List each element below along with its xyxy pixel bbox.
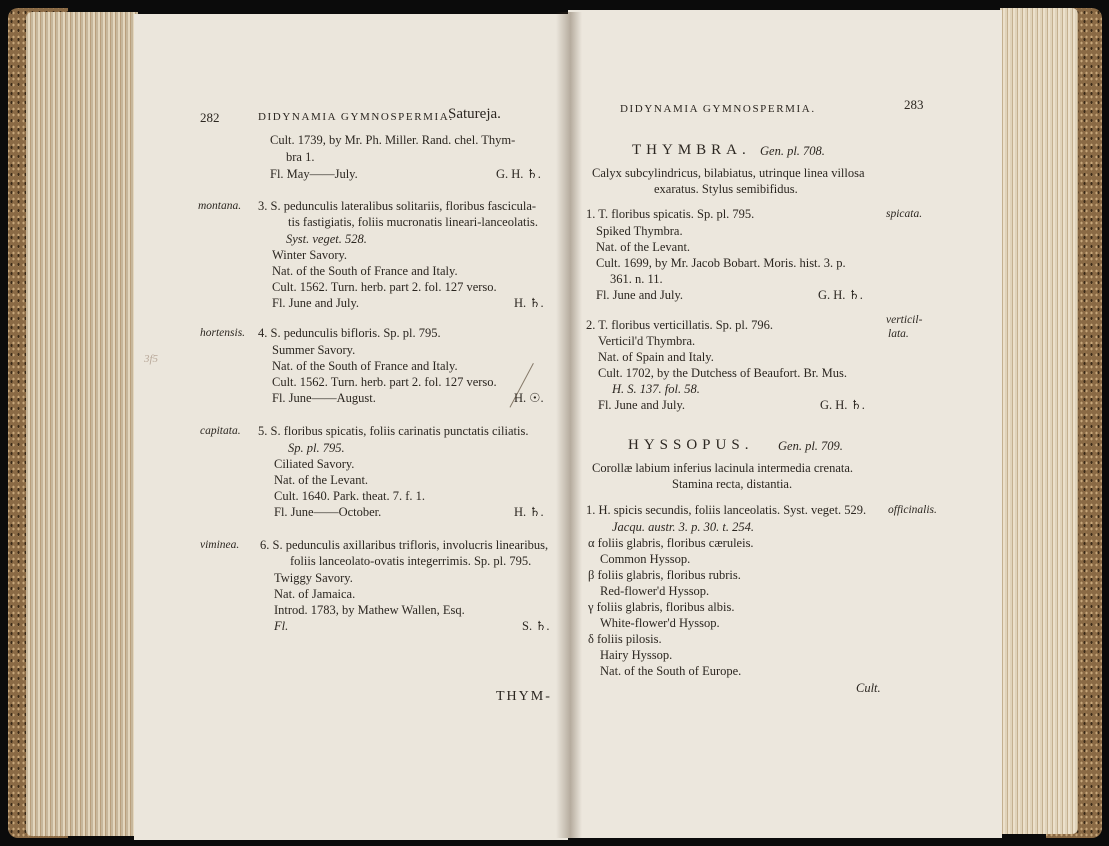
entry-line: Introd. 1783, by Mathew Wallen, Esq. — [274, 603, 465, 617]
habitat-mark: G. H. ♄. — [496, 167, 541, 181]
right-page-edges — [1000, 8, 1078, 834]
genus-reference: Gen. pl. 708. — [760, 144, 825, 158]
entry-line: Cult. 1739, by Mr. Ph. Miller. Rand. chel. Thym- — [270, 133, 516, 147]
habitat-mark: S. ♄. — [522, 619, 550, 633]
genus-reference: Gen. pl. 709. — [778, 439, 843, 453]
left-running-genus: Satureja. — [448, 106, 501, 122]
habitat-mark: G. H. ♄. — [820, 398, 865, 412]
genus-description: Stamina recta, distantia. — [672, 477, 793, 491]
entry-line: Fl. June——October. — [274, 505, 382, 519]
margin-species-name: hortensis. — [200, 327, 246, 339]
margin-species-name: lata. — [888, 328, 909, 340]
entry-line: Cult. 1699, by Mr. Jacob Bobart. Moris. hist. 3. p. — [596, 256, 846, 270]
left-page-edges — [26, 12, 138, 836]
right-running-head: DIDYNAMIA GYMNOSPERMIA. — [620, 103, 816, 115]
entry-line: H. S. 137. fol. 58. — [612, 382, 700, 396]
catchword: THYM- — [496, 689, 552, 704]
entry-line: foliis lanceolato-ovatis integerrimis. Sp. pl. 795. — [290, 554, 532, 568]
entry-line: 1. T. floribus spicatis. Sp. pl. 795. — [586, 207, 755, 221]
entry-line: 4. S. pedunculis bifloris. Sp. pl. 795. — [258, 326, 441, 340]
entry-line: Nat. of Spain and Italy. — [598, 350, 714, 364]
habitat-mark: H. ♄. — [514, 505, 544, 519]
entry-line: Fl. June and July. — [598, 398, 686, 412]
genus-heading: THYMBRA. — [632, 142, 751, 158]
entry-line: White-flower'd Hyssop. — [600, 616, 720, 630]
catchword: Cult. — [856, 681, 881, 695]
margin-species-name: verticil- — [886, 314, 923, 326]
entry-line: Nat. of the South of Europe. — [600, 664, 742, 678]
entry-line: Ciliated Savory. — [274, 457, 355, 471]
margin-species-name: viminea. — [200, 539, 240, 551]
margin-species-name: spicata. — [886, 208, 923, 220]
entry-line: tis fastigiatis, foliis mucronatis lineari-lanceolatis. — [288, 215, 538, 229]
entry-line: Cult. 1562. Turn. herb. part 2. fol. 127 verso. — [272, 280, 497, 294]
entry-line: α foliis glabris, floribus cæruleis. — [588, 536, 754, 550]
entry-line: 1. H. spicis secundis, foliis lanceolatis. Syst. veget. 529. — [586, 503, 867, 517]
entry-line: Hairy Hyssop. — [600, 648, 673, 662]
habitat-mark: H. ☉. — [514, 391, 544, 405]
entry-line: Nat. of the Levant. — [274, 473, 369, 487]
entry-line: Fl. May——July. — [270, 167, 358, 181]
entry-line: Fl. June and July. — [272, 296, 360, 310]
pencil-annotation: 3f5 — [144, 353, 159, 365]
entry-line: Nat. of the South of France and Italy. — [272, 264, 458, 278]
entry-line: 3. S. pedunculis lateralibus solitariis, floribus fascicula- — [258, 199, 537, 213]
entry-line: 5. S. floribus spicatis, foliis carinatis punctatis ciliatis. — [258, 424, 529, 438]
entry-line: Nat. of the Levant. — [596, 240, 691, 254]
entry-line: Twiggy Savory. — [274, 571, 353, 585]
genus-description: exaratus. Stylus semibifidus. — [654, 182, 798, 196]
entry-line: Summer Savory. — [272, 343, 356, 357]
entry-line: Jacqu. austr. 3. p. 30. t. 254. — [612, 520, 755, 534]
genus-heading: HYSSOPUS. — [628, 437, 754, 453]
left-running-head: DIDYNAMIA GYMNOSPERMIA. — [258, 111, 454, 123]
entry-line: Red-flower'd Hyssop. — [600, 584, 710, 598]
habitat-mark: G. H. ♄. — [818, 288, 863, 302]
entry-line: 361. n. 11. — [610, 272, 663, 286]
entry-line: Nat. of Jamaica. — [274, 587, 356, 601]
entry-line: Fl. — [274, 619, 289, 633]
entry-line: γ foliis glabris, floribus albis. — [588, 600, 735, 614]
habitat-mark: H. ♄. — [514, 296, 544, 310]
margin-species-name: officinalis. — [888, 504, 937, 516]
entry-line: Syst. veget. 528. — [286, 232, 367, 246]
entry-line: bra 1. — [286, 150, 315, 164]
entry-line: Fl. June and July. — [596, 288, 684, 302]
genus-description: Calyx subcylindricus, bilabiatus, utrinque linea villosa — [592, 166, 865, 180]
genus-description: Corollæ labium inferius lacinula intermedia crenata. — [592, 461, 854, 475]
entry-line: 2. T. floribus verticillatis. Sp. pl. 796. — [586, 318, 774, 332]
left-page-number: 282 — [200, 110, 220, 125]
entry-line: Verticil'd Thymbra. — [598, 334, 696, 348]
entry-line: Winter Savory. — [272, 248, 348, 262]
entry-line: β foliis glabris, floribus rubris. — [588, 568, 741, 582]
entry-line: Cult. 1702, by the Dutchess of Beaufort. Br. Mus. — [598, 366, 847, 380]
right-page-number: 283 — [904, 97, 924, 112]
book-gutter — [556, 12, 582, 838]
entry-line: Fl. June——August. — [272, 391, 376, 405]
entry-line: δ foliis pilosis. — [588, 632, 662, 646]
entry-line: Spiked Thymbra. — [596, 224, 683, 238]
entry-line: Sp. pl. 795. — [288, 441, 345, 455]
entry-line: Common Hyssop. — [600, 552, 691, 566]
entry-line: Cult. 1640. Park. theat. 7. f. 1. — [274, 489, 426, 503]
entry-line: Cult. 1562. Turn. herb. part 2. fol. 127 verso. — [272, 375, 497, 389]
margin-species-name: montana. — [198, 200, 242, 212]
margin-species-name: capitata. — [200, 425, 241, 437]
entry-line: 6. S. pedunculis axillaribus trifloris, involucris linearibus, — [260, 538, 549, 552]
entry-line: Nat. of the South of France and Italy. — [272, 359, 458, 373]
right-page — [568, 10, 1002, 838]
